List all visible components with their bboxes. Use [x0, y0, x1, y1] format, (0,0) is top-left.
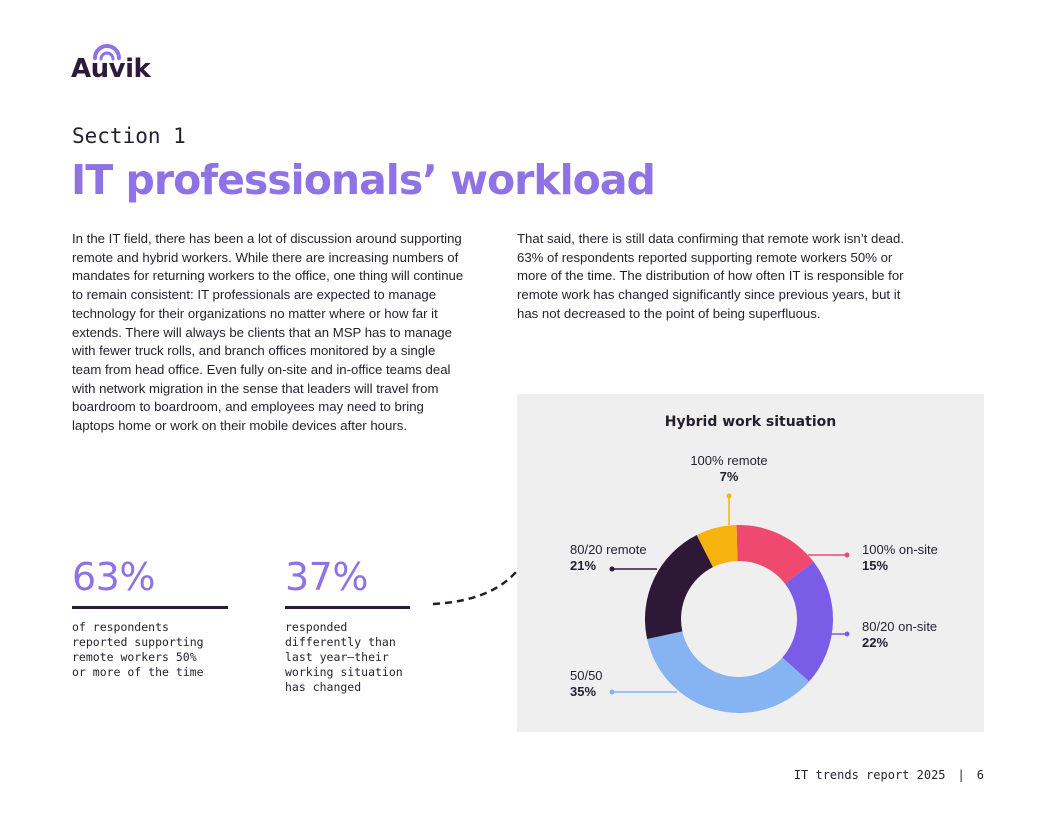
page-title: IT professionals’ workload [71, 156, 655, 204]
section-label: Section 1 [72, 124, 186, 148]
leader-dot [845, 553, 850, 558]
intro-paragraph-right: That said, there is still data confirming that remote work isn’t dead. 63% of respondents reported supporting remote workers 50% or more of the time. The distribution of how often IT is responsible for remote work has changed significantly since previous years, but it has not decreased to the point of being superfluous. [517, 231, 905, 321]
stat-block-37 [285, 557, 410, 695]
leader-dot [610, 690, 615, 695]
slice-category-label: 100% remote [690, 453, 768, 468]
slice-category-label: 100% on-site [862, 542, 938, 557]
page-number: 6 [976, 768, 984, 782]
slice-category-label: 50/50 [570, 668, 603, 683]
chart-panel [517, 394, 984, 732]
leader-dot [845, 632, 850, 637]
dashed-connector-line [430, 560, 522, 610]
logo-wordmark: Auvik [71, 54, 151, 84]
donut-slice-50-50 [647, 631, 809, 713]
chart-title: Hybrid work situation [664, 414, 837, 430]
leader-dot [610, 567, 615, 572]
footer [794, 768, 984, 782]
stat-value: 37% [285, 555, 368, 599]
donut-slice-80-20-remote [645, 535, 713, 639]
stat-divider [72, 606, 228, 609]
slice-value-label: 15% [862, 558, 889, 573]
slice-category-label: 80/20 on-site [862, 619, 938, 634]
footer-separator: | [957, 768, 965, 782]
footer-report-title: IT trends report 2025 [793, 768, 946, 782]
slice-value-label: 21% [570, 558, 597, 573]
stat-divider [285, 606, 410, 609]
stat-block-63 [72, 557, 228, 680]
stat-value: 63% [72, 555, 155, 599]
slice-value-label: 22% [862, 635, 889, 650]
leader-dot [727, 494, 732, 499]
slice-value-label: 35% [570, 684, 597, 699]
slice-category-label: 80/20 remote [570, 542, 647, 557]
intro-paragraph-left: In the IT field, there has been a lot of discussion around supporting remote and hybrid workers. While there are increasing numbers of mandates for returning workers to the office, one thing will continue to remain consistent: IT professionals are expected to manage technology for their organizations no matter where or how far it extends. There will always be clients that an MSP has to manage with fewer truck rolls, and branch offices monitored by a single team from head office. Even fully on-site and in-office teams deal with network migration in the sense that leaders will travel from boardroom to boardroom, and employees may need to bring laptops home or work on their mobile devices after hours. [72, 231, 464, 434]
slice-value-label: 7% [719, 469, 739, 484]
donut-chart [517, 394, 984, 732]
auvik-logo [71, 42, 161, 88]
stat-description: responded differently than last year—their working situation has changed [285, 620, 403, 694]
stat-description: of respondents reported supporting remote workers 50% or more of the time [72, 620, 204, 679]
